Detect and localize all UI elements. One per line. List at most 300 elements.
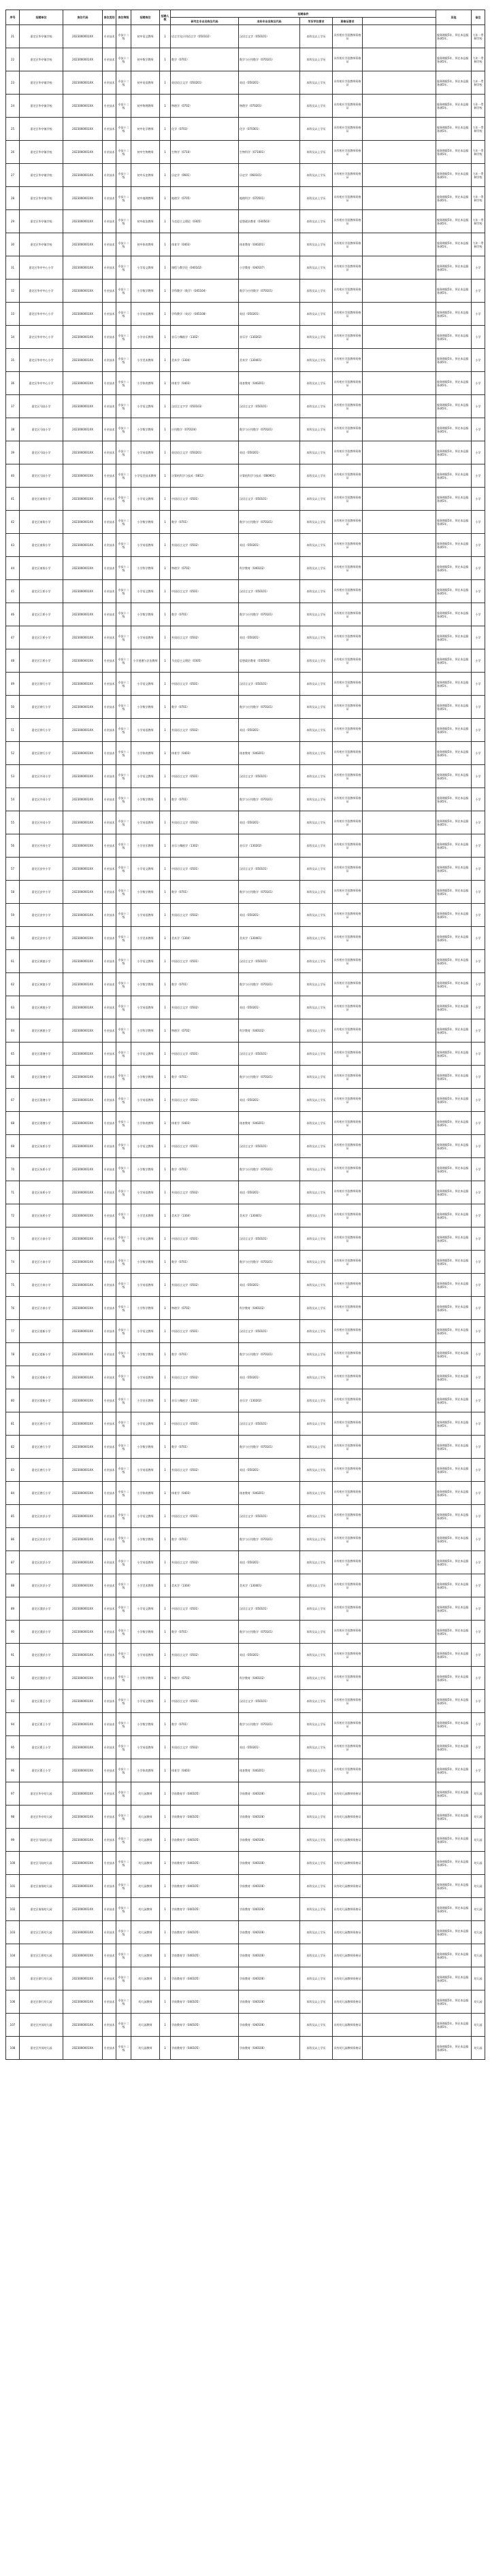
cell-level: 专技十二级: [116, 1621, 131, 1644]
cell-major-grad: 数学（0701）: [171, 1621, 239, 1644]
cell-seq: 87: [6, 1551, 20, 1574]
cell-education: 本科及以上学历: [300, 1297, 333, 1320]
cell-category: 专业技术: [103, 881, 116, 904]
cell-code: 2023000001XX: [63, 2037, 103, 2060]
cell-count: 1: [160, 973, 171, 996]
table-row: [6, 811, 485, 834]
header-code: 岗位代码: [63, 10, 103, 25]
cell-post: 小学英语教师: [131, 1366, 160, 1389]
table-row: [6, 326, 485, 349]
cell-unit: 嘉定区望新小学: [20, 1366, 63, 1389]
cell-code: 2023000001XX: [63, 719, 103, 742]
cell-level: 专技十二级: [116, 2037, 131, 2060]
cell-category: 专业技术: [103, 1158, 116, 1181]
cell-conditions-note: [363, 1667, 436, 1690]
table-row: [6, 1389, 485, 1412]
cell-major-grad: 数学（0701）: [171, 603, 239, 626]
cell-education: 本科及以上学历: [300, 1551, 333, 1574]
cell-conditions-note: [363, 973, 436, 996]
cell-post: 小学英语教师: [131, 441, 160, 464]
cell-major-grad: 体育学（0403）: [171, 1759, 239, 1782]
cell-conditions-note: [363, 1274, 436, 1297]
cell-major-grad: 学前教育学（040105）: [171, 1898, 239, 1921]
cell-count: 1: [160, 164, 171, 187]
cell-post: 小学英语教师: [131, 811, 160, 834]
cell-education: 本科及以上学历: [300, 811, 333, 834]
cell-major-undergrad: 汉语言文学（050101）: [239, 1135, 300, 1158]
cell-conditions-note: [363, 1644, 436, 1667]
cell-certificate: 具有相应学段教师资格证: [333, 1713, 363, 1736]
cell-remark: 小学: [472, 1436, 485, 1459]
cell-count: 1: [160, 1412, 171, 1436]
cell-seq: 30: [6, 233, 20, 256]
cell-level: 专技十二级: [116, 256, 131, 279]
cell-other: 服务期限5年，须在本县服务满5年。: [436, 118, 472, 141]
cell-major-grad: 物理学（0702）: [171, 95, 239, 118]
cell-code: 2023000001XX: [63, 1736, 103, 1759]
cell-major-grad: 外国语言文学（0502）: [171, 1366, 239, 1389]
cell-major-grad: 学前教育学（040105）: [171, 1829, 239, 1852]
cell-post: 小学信息技术教师: [131, 464, 160, 488]
cell-major-undergrad: 数学与应用数学（070101）: [239, 1436, 300, 1459]
cell-certificate: 具有相应学段教师资格证: [333, 719, 363, 742]
cell-seq: 93: [6, 1690, 20, 1713]
cell-education: 本科及以上学历: [300, 1574, 333, 1597]
cell-major-grad: 体育学（0403）: [171, 1482, 239, 1505]
cell-certificate: 具有相应学段教师资格证: [333, 1019, 363, 1043]
cell-unit: 嘉定区朱桥小学: [20, 1181, 63, 1204]
cell-major-undergrad: 英语（050201）: [239, 1459, 300, 1482]
cell-category: 专业技术: [103, 1713, 116, 1736]
cell-unit: 嘉定区江桥小学: [20, 649, 63, 673]
cell-code: 2023000001XX: [63, 1181, 103, 1204]
cell-certificate: 具有相应学段教师资格证: [333, 742, 363, 765]
cell-major-undergrad: 美术学（130401）: [239, 1204, 300, 1227]
cell-count: 1: [160, 1759, 171, 1782]
cell-category: 专业技术: [103, 279, 116, 303]
table-row: [6, 1412, 485, 1436]
cell-code: 2023000001XX: [63, 1366, 103, 1389]
cell-level: 专技十二级: [116, 1944, 131, 1967]
cell-conditions-note: [363, 996, 436, 1019]
cell-education: 本科及以上学历: [300, 1089, 333, 1112]
cell-level: 专技十二级: [116, 1181, 131, 1204]
cell-post: 小学数学教师: [131, 603, 160, 626]
cell-remark: 幼儿园: [472, 1967, 485, 1990]
cell-remark: 幼儿园: [472, 1875, 485, 1898]
cell-seq: 85: [6, 1505, 20, 1528]
cell-post: 小学美术教师: [131, 1574, 160, 1597]
cell-other: 服务期限5年，须在本县服务满5年。: [436, 48, 472, 71]
cell-major-undergrad: 学前教育（040106）: [239, 1990, 300, 2014]
cell-category: 专业技术: [103, 1482, 116, 1505]
cell-other: 服务期限5年，须在本县服务满5年。: [436, 1251, 472, 1274]
cell-major-grad: 外国语言文学（0502）: [171, 1736, 239, 1759]
cell-seq: 75: [6, 1274, 20, 1297]
cell-conditions-note: [363, 1829, 436, 1852]
cell-other: 服务期限5年，须在本县服务满5年。: [436, 279, 472, 303]
cell-certificate: 具有相应学段教师资格证: [333, 1227, 363, 1251]
cell-post: 小学英语教师: [131, 1089, 160, 1112]
cell-other: 服务期限5年，须在本县服务满5年。: [436, 1505, 472, 1528]
cell-education: 本科及以上学历: [300, 1135, 333, 1158]
cell-seq: 108: [6, 2037, 20, 2060]
cell-code: 2023000001XX: [63, 441, 103, 464]
cell-certificate: 具有相应学段教师资格证: [333, 1482, 363, 1505]
cell-remark: 小学: [472, 511, 485, 534]
cell-other: 服务期限5年，须在本县服务满5年。: [436, 1389, 472, 1412]
cell-major-undergrad: 汉语言文学（050101）: [239, 1597, 300, 1621]
cell-code: 2023000001XX: [63, 233, 103, 256]
cell-major-undergrad: 数学与应用数学（070101）: [239, 1158, 300, 1181]
cell-post: 小学语文教师: [131, 1135, 160, 1158]
cell-category: 专业技术: [103, 2014, 116, 2037]
cell-certificate: 具有相应学段教师资格证: [333, 649, 363, 673]
cell-code: 2023000001XX: [63, 95, 103, 118]
cell-unit: 嘉定区外冈小学: [20, 765, 63, 788]
cell-count: 1: [160, 1921, 171, 1944]
cell-code: 2023000001XX: [63, 141, 103, 164]
cell-count: 1: [160, 1066, 171, 1089]
cell-code: 2023000001XX: [63, 765, 103, 788]
table-row: [6, 1875, 485, 1898]
cell-major-undergrad: 数学与应用数学（070101）: [239, 279, 300, 303]
cell-other: 服务期限5年，须在本县服务满5年。: [436, 1713, 472, 1736]
cell-education: 本科及以上学历: [300, 1967, 333, 1990]
cell-code: 2023000001XX: [63, 1066, 103, 1089]
cell-post: 小学语文教师: [131, 1320, 160, 1343]
cell-count: 1: [160, 626, 171, 649]
cell-other: 服务期限5年，须在本县服务满5年。: [436, 1066, 472, 1089]
cell-seq: 64: [6, 1019, 20, 1043]
cell-post: 小学数学教师: [131, 279, 160, 303]
header-category: 岗位类别: [103, 10, 116, 25]
table-row: [6, 441, 485, 464]
cell-category: 专业技术: [103, 1251, 116, 1274]
cell-remark: 小学: [472, 1066, 485, 1089]
cell-conditions-note: [363, 881, 436, 904]
cell-category: 专业技术: [103, 603, 116, 626]
cell-level: 专技十二级: [116, 187, 131, 210]
cell-major-grad: 数学（0701）: [171, 696, 239, 719]
cell-education: 本科及以上学历: [300, 1459, 333, 1482]
cell-code: 2023000001XX: [63, 534, 103, 557]
cell-remark: 小学: [472, 1089, 485, 1112]
cell-major-undergrad: 数学与应用数学（070101）: [239, 603, 300, 626]
header-conditions-note: [363, 18, 436, 25]
cell-count: 1: [160, 210, 171, 233]
cell-seq: 49: [6, 673, 20, 696]
cell-unit: 嘉定区唐行小学: [20, 1482, 63, 1505]
table-row: [6, 1921, 485, 1944]
cell-education: 本科及以上学历: [300, 1412, 333, 1436]
table-row: [6, 233, 485, 256]
cell-major-undergrad: 体育教育（040201）: [239, 742, 300, 765]
cell-other: 服务期限5年，须在本县服务满5年。: [436, 372, 472, 395]
cell-education: 本科及以上学历: [300, 1690, 333, 1713]
cell-level: 专技十二级: [116, 1227, 131, 1251]
cell-major-grad: 数学（0701）: [171, 48, 239, 71]
table-row: [6, 1320, 485, 1343]
cell-category: 专业技术: [103, 1320, 116, 1343]
cell-seq: 38: [6, 418, 20, 441]
cell-other: 服务期限5年，须在本县服务满5年。: [436, 1597, 472, 1621]
cell-major-grad: 外国语言文学（0502）: [171, 1089, 239, 1112]
cell-unit: 嘉定区外冈幼儿园: [20, 2014, 63, 2037]
cell-remark: 小学: [472, 1597, 485, 1621]
cell-code: 2023000001XX: [63, 395, 103, 418]
cell-count: 1: [160, 881, 171, 904]
cell-post: 小学数学教师: [131, 1158, 160, 1181]
cell-category: 专业技术: [103, 187, 116, 210]
cell-count: 1: [160, 696, 171, 719]
cell-certificate: 具有相应学段教师资格证: [333, 279, 363, 303]
cell-conditions-note: [363, 1389, 436, 1412]
cell-code: 2023000001XX: [63, 1551, 103, 1574]
cell-unit: 嘉定区华亭中心小学: [20, 303, 63, 326]
cell-education: 本科及以上学历: [300, 649, 333, 673]
table-row: [6, 996, 485, 1019]
cell-seq: 31: [6, 256, 20, 279]
cell-code: 2023000001XX: [63, 164, 103, 187]
cell-education: 本科及以上学历: [300, 1898, 333, 1921]
cell-conditions-note: [363, 279, 436, 303]
cell-unit: 嘉定区朱桥小学: [20, 1204, 63, 1227]
cell-education: 本科及以上学历: [300, 1759, 333, 1782]
cell-seq: 50: [6, 696, 20, 719]
cell-unit: 嘉定区江桥幼儿园: [20, 1944, 63, 1967]
cell-major-undergrad: 汉语言文学（050101）: [239, 395, 300, 418]
cell-level: 专技十二级: [116, 1713, 131, 1736]
cell-unit: 嘉定区朱桥小学: [20, 1135, 63, 1158]
cell-major-grad: 汉语言文字学（050103）: [171, 395, 239, 418]
cell-certificate: 具有相应学段教师资格证: [333, 1436, 363, 1459]
cell-other: 服务期限5年，须在本县服务满5年。: [436, 1366, 472, 1389]
cell-other: 服务期限5年，须在本县服务满5年。: [436, 973, 472, 996]
cell-major-grad: 学前教育学（040105）: [171, 1782, 239, 1806]
cell-conditions-note: [363, 1806, 436, 1829]
cell-count: 1: [160, 2037, 171, 2060]
cell-seq: 40: [6, 464, 20, 488]
cell-certificate: 具有相应学段教师资格证: [333, 1135, 363, 1158]
cell-education: 本科及以上学历: [300, 950, 333, 973]
cell-education: 本科及以上学历: [300, 1112, 333, 1135]
cell-code: 2023000001XX: [63, 1967, 103, 1990]
cell-post: 初中数学教师: [131, 48, 160, 71]
cell-level: 专技十二级: [116, 927, 131, 950]
cell-major-grad: 学前教育学（040105）: [171, 2037, 239, 2060]
cell-count: 1: [160, 418, 171, 441]
cell-post: 小学数学教师: [131, 696, 160, 719]
cell-other: 服务期限5年，须在本县服务满5年。: [436, 1667, 472, 1690]
cell-code: 2023000001XX: [63, 1990, 103, 2014]
cell-education: 本科及以上学历: [300, 1227, 333, 1251]
cell-certificate: 具有相应学段教师资格证: [333, 488, 363, 511]
cell-unit: 嘉定区南翔小学: [20, 557, 63, 580]
cell-education: 本科及以上学历: [300, 441, 333, 464]
cell-count: 1: [160, 1459, 171, 1482]
cell-education: 本科及以上学历: [300, 765, 333, 788]
cell-code: 2023000001XX: [63, 603, 103, 626]
cell-major-undergrad: 音乐学（130202）: [239, 1389, 300, 1412]
cell-level: 专技十二级: [116, 1644, 131, 1667]
cell-category: 专业技术: [103, 1921, 116, 1944]
cell-count: 1: [160, 233, 171, 256]
table-row: [6, 1736, 485, 1759]
cell-code: 2023000001XX: [63, 834, 103, 858]
cell-major-grad: 英语语言文学（050201）: [171, 71, 239, 95]
cell-level: 专技十二级: [116, 1921, 131, 1944]
cell-conditions-note: [363, 1944, 436, 1967]
header-unit: 招聘单位: [20, 10, 63, 25]
cell-level: 专技十二级: [116, 326, 131, 349]
cell-other: 服务期限5年，须在本县服务满5年。: [436, 673, 472, 696]
cell-count: 1: [160, 858, 171, 881]
table-row: [6, 603, 485, 626]
cell-certificate: 具有相应学段教师资格证: [333, 858, 363, 881]
cell-category: 专业技术: [103, 696, 116, 719]
cell-post: 小学英语教师: [131, 1551, 160, 1574]
cell-certificate: 具有幼儿园教师资格证: [333, 1875, 363, 1898]
cell-level: 专技十二级: [116, 1574, 131, 1597]
cell-certificate: 具有相应学段教师资格证: [333, 1412, 363, 1436]
cell-unit: 嘉定区曹王小学: [20, 1713, 63, 1736]
cell-remark: 小学: [472, 673, 485, 696]
cell-other: 服务期限5年，须在本县服务满5年。: [436, 2014, 472, 2037]
cell-major-grad: 数学（0701）: [171, 1713, 239, 1736]
cell-major-grad: 中国语言文学（0501）: [171, 1597, 239, 1621]
cell-major-grad: 音乐与舞蹈学（1302）: [171, 1389, 239, 1412]
cell-certificate: 具有幼儿园教师资格证: [333, 2037, 363, 2060]
cell-category: 专业技术: [103, 1066, 116, 1089]
cell-unit: 嘉定区华亭镇学校: [20, 187, 63, 210]
cell-education: 本科及以上学历: [300, 279, 333, 303]
cell-education: 本科及以上学历: [300, 256, 333, 279]
cell-category: 专业技术: [103, 1875, 116, 1898]
cell-post: 小学数学教师: [131, 418, 160, 441]
cell-code: 2023000001XX: [63, 1898, 103, 1921]
cell-certificate: 具有相应学段教师资格证: [333, 765, 363, 788]
cell-remark: 小学: [472, 418, 485, 441]
cell-level: 专技十二级: [116, 511, 131, 534]
cell-certificate: 具有相应学段教师资格证: [333, 210, 363, 233]
cell-level: 专技十二级: [116, 1158, 131, 1181]
cell-code: 2023000001XX: [63, 2014, 103, 2037]
cell-category: 专业技术: [103, 626, 116, 649]
cell-seq: 35: [6, 349, 20, 372]
cell-education: 本科及以上学历: [300, 2037, 333, 2060]
cell-level: 专技十二级: [116, 1852, 131, 1875]
cell-education: 本科及以上学历: [300, 1852, 333, 1875]
cell-major-undergrad: 小学教育（040107）: [239, 256, 300, 279]
cell-seq: 24: [6, 95, 20, 118]
cell-certificate: 具有相应学段教师资格证: [333, 1066, 363, 1089]
cell-education: 本科及以上学历: [300, 1505, 333, 1528]
cell-other: 服务期限5年，须在本县服务满5年。: [436, 1227, 472, 1251]
table-row: [6, 187, 485, 210]
cell-level: 专技十二级: [116, 441, 131, 464]
cell-post: 小学音乐教师: [131, 834, 160, 858]
cell-count: 1: [160, 256, 171, 279]
table-row: [6, 696, 485, 719]
cell-major-grad: 物理学（0702）: [171, 1667, 239, 1690]
cell-level: 专技十二级: [116, 118, 131, 141]
cell-seq: 55: [6, 811, 20, 834]
cell-education: 本科及以上学历: [300, 71, 333, 95]
cell-remark: 九年一贯制学校: [472, 233, 485, 256]
cell-remark: 小学: [472, 1297, 485, 1320]
cell-certificate: 具有相应学段教师资格证: [333, 603, 363, 626]
cell-major-undergrad: 体育教育（040201）: [239, 1759, 300, 1782]
table-row: [6, 765, 485, 788]
cell-remark: 小学: [472, 927, 485, 950]
cell-certificate: 具有相应学段教师资格证: [333, 534, 363, 557]
cell-major-undergrad: 学前教育（040106）: [239, 1875, 300, 1898]
cell-major-undergrad: 学前教育（040106）: [239, 1782, 300, 1806]
cell-education: 本科及以上学历: [300, 1482, 333, 1505]
cell-certificate: 具有相应学段教师资格证: [333, 1597, 363, 1621]
table-row: [6, 1967, 485, 1990]
table-row: [6, 1713, 485, 1736]
cell-remark: 小学: [472, 1482, 485, 1505]
cell-post: 小学语文教师: [131, 950, 160, 973]
cell-conditions-note: [363, 71, 436, 95]
cell-category: 专业技术: [103, 973, 116, 996]
cell-code: 2023000001XX: [63, 1089, 103, 1112]
cell-seq: 42: [6, 511, 20, 534]
cell-unit: 嘉定区华亭镇学校: [20, 95, 63, 118]
table-row: [6, 1459, 485, 1482]
cell-category: 专业技术: [103, 233, 116, 256]
cell-code: 2023000001XX: [63, 1482, 103, 1505]
cell-conditions-note: [363, 1366, 436, 1389]
cell-unit: 嘉定区华亭幼儿园: [20, 1782, 63, 1806]
table-row: [6, 1990, 485, 2014]
cell-major-undergrad: 学前教育（040106）: [239, 1852, 300, 1875]
cell-major-grad: 计算机科学与技术（0812）: [171, 464, 239, 488]
table-row: [6, 1227, 485, 1251]
cell-conditions-note: [363, 1782, 436, 1806]
cell-unit: 嘉定区望新小学: [20, 1343, 63, 1366]
cell-seq: 84: [6, 1482, 20, 1505]
cell-certificate: 具有相应学段教师资格证: [333, 1667, 363, 1690]
cell-education: 本科及以上学历: [300, 464, 333, 488]
cell-conditions-note: [363, 464, 436, 488]
table-row: [6, 1135, 485, 1158]
cell-seq: 67: [6, 1089, 20, 1112]
cell-unit: 嘉定区华亭镇学校: [20, 71, 63, 95]
cell-level: 专技十二级: [116, 164, 131, 187]
table-row: [6, 742, 485, 765]
cell-seq: 82: [6, 1436, 20, 1459]
cell-certificate: 具有相应学段教师资格证: [333, 1251, 363, 1274]
cell-education: 本科及以上学历: [300, 511, 333, 534]
cell-major-undergrad: 汉语言文学（050101）: [239, 1043, 300, 1066]
cell-remark: 小学: [472, 303, 485, 326]
cell-major-grad: 美术学（1304）: [171, 1574, 239, 1597]
cell-post: 幼儿园教师: [131, 1829, 160, 1852]
cell-code: 2023000001XX: [63, 1505, 103, 1528]
cell-remark: 小学: [472, 858, 485, 881]
cell-level: 专技十二级: [116, 418, 131, 441]
cell-category: 专业技术: [103, 1204, 116, 1227]
cell-major-grad: 中国语言文学（0501）: [171, 1043, 239, 1066]
cell-unit: 嘉定区望新小学: [20, 1389, 63, 1412]
cell-unit: 嘉定区马陆幼儿园: [20, 1852, 63, 1875]
cell-category: 专业技术: [103, 580, 116, 603]
cell-major-grad: 数学（0701）: [171, 1436, 239, 1459]
table-row: [6, 48, 485, 71]
